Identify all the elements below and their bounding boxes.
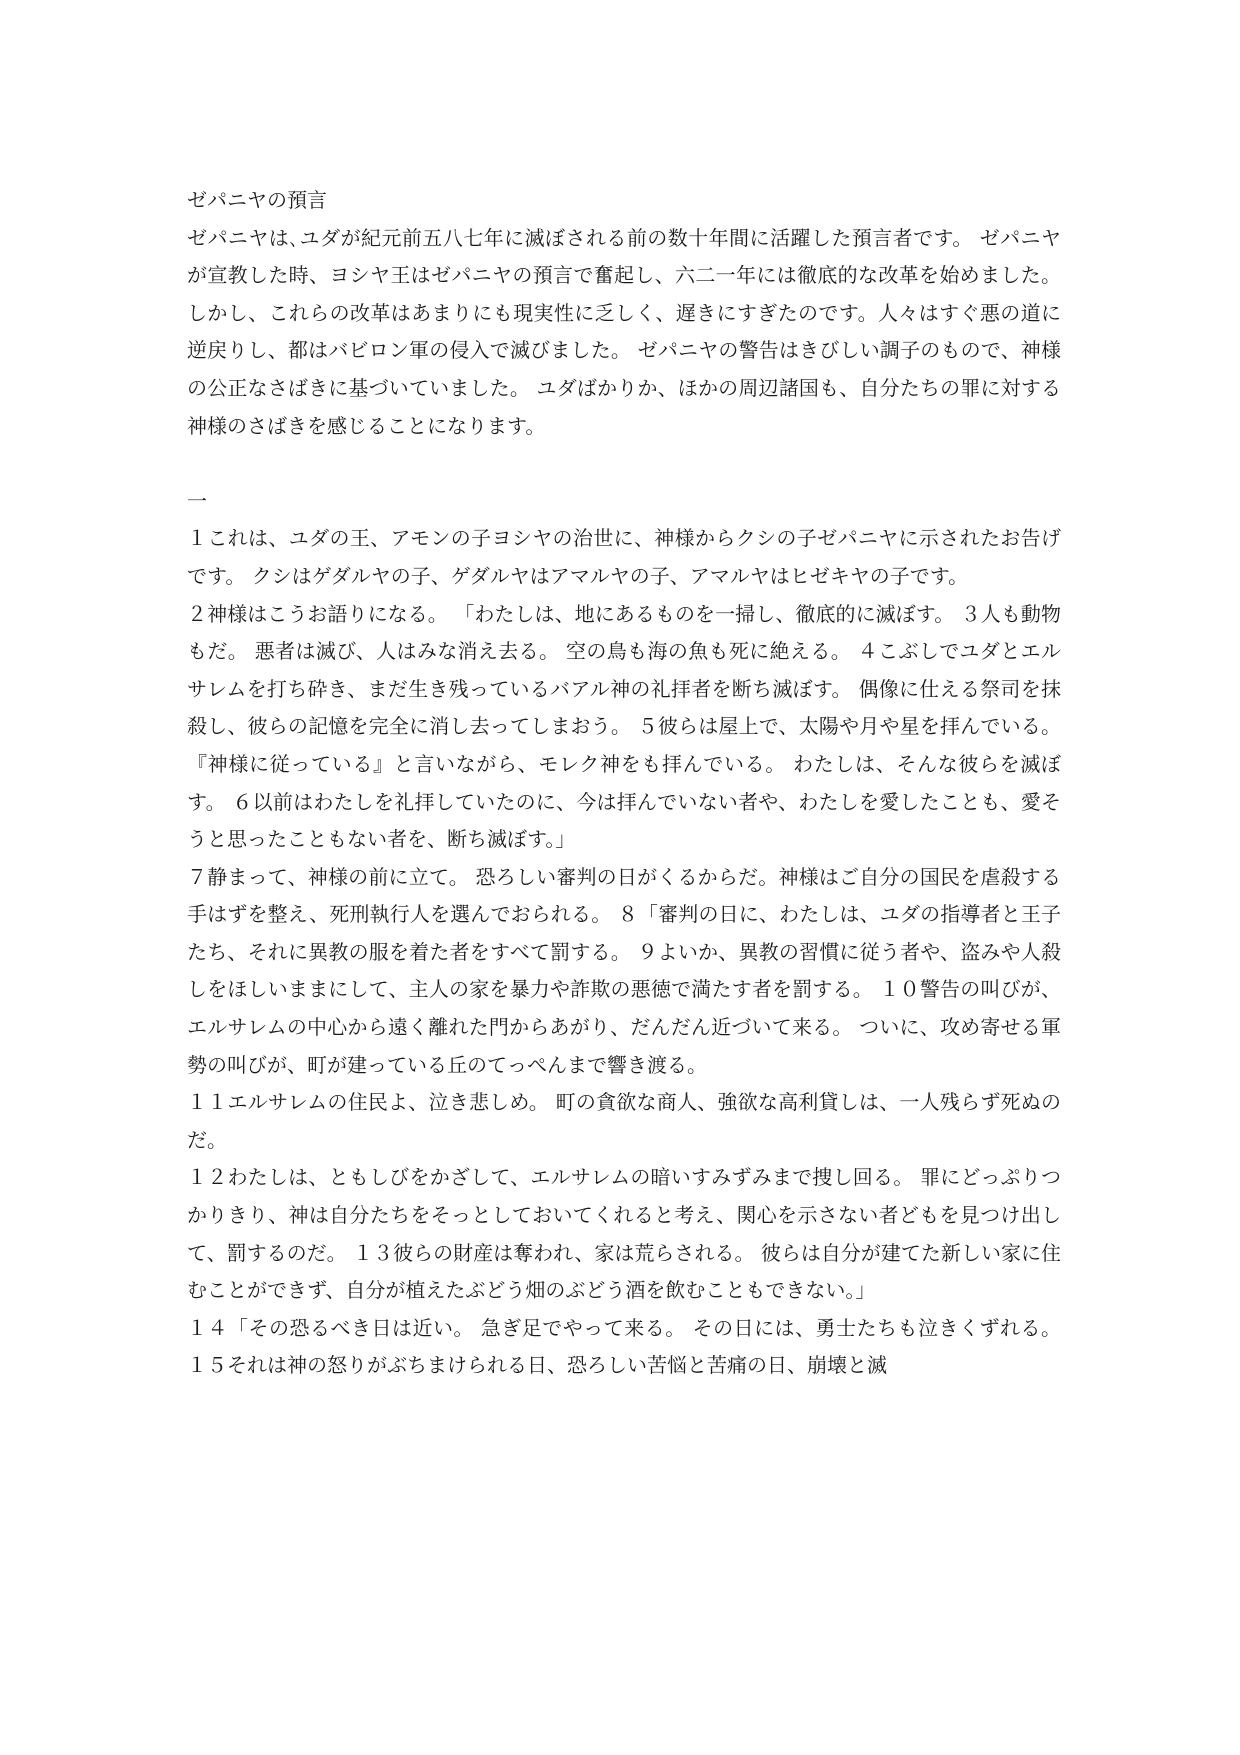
- verse-paragraph-4: １１エルサレムの住民よ、泣き悲しめ。 町の貪欲な商人、強欲な高利貸しは、一人残らず死ぬのだ。: [187, 1090, 1061, 1152]
- verse-paragraph-5: １２わたしは、ともしびをかざして、エルサレムの暗いすみずみまで捜し回る。 罪にどっぷりつかりきり、神は自分たちをそっとしておいてくれると考え、関心を示さない者どもを見つけ出して、罰するのだ。 １３彼らの財産は奪われ、家は荒らされる。 彼らは自分が建てた新しい家に住むことができず、自分が植えたぶどう畑のぶどう酒を飲むこともできない。」: [187, 1165, 1061, 1303]
- verse-paragraph-3: ７静まって、神様の前に立て。 恐ろしい審判の日がくるからだ。神様はご自分の国民を虐殺する手はずを整え、死刑執行人を選んでおられる。 ８「審判の日に、わたしは、ユダの指導者と王子たち、それに異教の服を着た者をすべて罰する。 ９よいか、異教の習慣に従う者や、盗みや人殺しをほしいままにして、主人の家を暴力や詐欺の悪徳で満たす者を罰する。 １０警告の叫びが、エルサレムの中心から遠く離れた門からあがり、だんだん近づいて来る。 ついに、攻め寄せる軍勢の叫びが、町が建っている丘のてっぺんまで響き渡る。: [187, 864, 1061, 1077]
- chapter-heading: 一: [187, 488, 207, 513]
- blank-line: [187, 445, 1061, 483]
- verse-paragraph-1: １これは、ユダの王、アモンの子ヨシヤの治世に、神様からクシの子ゼパニヤに示されたお告げです。 クシはゲダルヤの子、ゲダルヤはアマルヤの子、アマルヤはヒゼキヤの子です。: [187, 526, 1061, 588]
- verse-paragraph-6: １４「その恐るべき日は近い。 急ぎ足でやって来る。 その日には、勇士たちも泣きくずれる。 １５それは神の怒りがぶちまけられる日、恐ろしい苦悩と苦痛の日、崩壊と滅: [187, 1315, 1061, 1378]
- intro-paragraph: ゼパニヤは､ユダが紀元前五八七年に滅ぼされる前の数十年間に活躍した預言者です。 ゼパニヤが宣教した時、ヨシヤ王はゼパニヤの預言で奮起し、六二一年には徹底的な改革を始めました。 しかし、これらの改革はあまりにも現実性に乏しく、遅きにすぎたのです。人々はすぐ悪の道に逆戻りし、都はバビロン軍の侵入で滅びました。 ゼパニヤの警告はきびしい調子のもので、神様の公正なさばきに基づいていました。 ユダばかりか、ほかの周辺諸国も、自分たちの罪に対する神様のさばきを感じることになります。: [187, 225, 1061, 438]
- verse-paragraph-2: ２神様はこうお語りになる。 「わたしは、地にあるものを一掃し、徹底的に滅ぼす。 ３人も動物もだ。 悪者は滅び、人はみな消え去る。 空の鳥も海の魚も死に絶える。 ４こぶしでユダとエルサレムを打ち砕き、まだ生き残っているバアル神の礼拝者を断ち滅ぼす。 偶像に仕える祭司を抹殺し、彼らの記憶を完全に消し去ってしまおう。 ５彼らは屋上で、太陽や月や星を拝んでいる。『神様に従っている』と言いながら、モレク神をも拝んでいる。 わたしは、そんな彼らを滅ぼす。 ６以前はわたしを礼拝していたのに、今は拝んでいない者や、わたしを愛したことも、愛そうと思ったこともない者を、断ち滅ぼす。」: [187, 601, 1061, 852]
- document-body: [187, 182, 1061, 1385]
- document-title: ゼパニヤの預言: [187, 188, 327, 212]
